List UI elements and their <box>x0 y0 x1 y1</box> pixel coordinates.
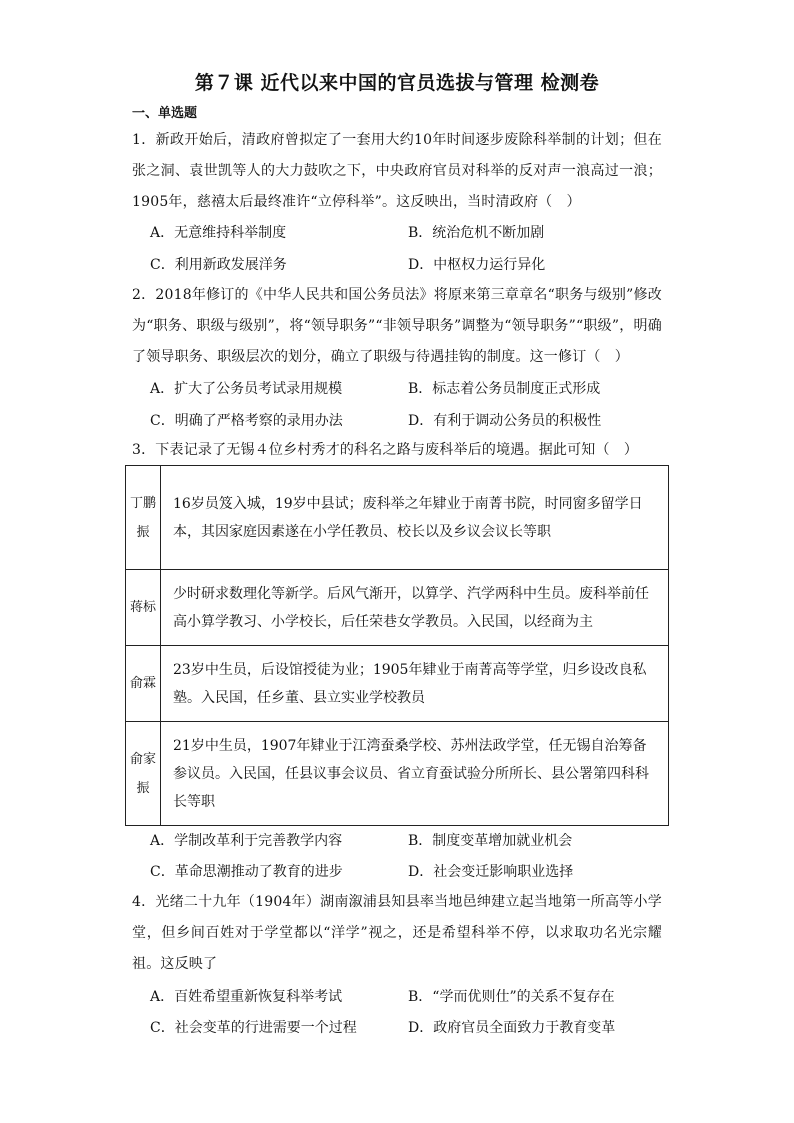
question-1-text: 1．新政开始后，清政府曾拟定了一套用大约10年时间逐步废除科举制的计划；但在张之洞、袁世凯等人的大力鼓吹之下，中央政府官员对科举的反对声一浪高过一浪；1905年，慈禧太后最终准许“立停科举”。这反映出，当时清政府（ ） <box>132 132 662 210</box>
table-row <box>126 466 669 570</box>
table-cell-desc: 23岁中生员，后设馆授徒为业；1905年肄业于南菁高等学堂，归乡设改良私塾。入民国，任乡董、县立实业学校教员 <box>161 646 669 722</box>
q3-option-c[interactable]: C．革命思潮推动了教育的进步 <box>150 864 343 880</box>
table-cell-desc: 16岁员笈入城，19岁中县试；废科举之年肄业于南菁书院，时同窗多留学日本，其因家庭因素遂在小学任教员、校长以及乡议会议长等职 <box>161 466 669 570</box>
q4-option-c[interactable]: C．社会变革的行进需要一个过程 <box>150 1020 357 1036</box>
question-3-text: 3．下表记录了无锡４位乡村秀才的科名之路与废科举后的境遇。据此可知（ ） <box>132 442 639 458</box>
table-row <box>126 722 669 826</box>
q1-option-d[interactable]: D．中枢权力运行异化 <box>408 257 546 273</box>
q1-option-c[interactable]: C．利用新政发展洋务 <box>150 257 287 273</box>
q4-option-d[interactable]: D．政府官员全面致力于教育变革 <box>408 1020 616 1036</box>
q2-option-b[interactable]: B．标志着公务员制度正式形成 <box>408 381 601 397</box>
q4-option-b[interactable]: B．“学而优则仕”的关系不复存在 <box>408 989 615 1005</box>
q4-option-a[interactable]: A．百姓希望重新恢复科举考试 <box>150 989 343 1005</box>
q3-option-b[interactable]: B．制度变革增加就业机会 <box>408 833 573 849</box>
table-cell-name: 俞家振 <box>126 722 161 826</box>
q3-option-d[interactable]: D．社会变迁影响职业选择 <box>408 864 574 880</box>
scholar-table <box>125 465 669 826</box>
table-row <box>126 646 669 722</box>
table-cell-desc: 21岁中生员，1907年肄业于江湾蚕桑学校、苏州法政学堂，任无锡自治筹备参议员。入民国，任县议事会议员、省立育蚕试验分所所长、县公署第四科科长等职 <box>161 722 669 826</box>
q2-option-a[interactable]: A．扩大了公务员考试录用规模 <box>150 381 343 397</box>
section-heading: 一、单选题 <box>132 106 198 121</box>
question-2-text: 2．2018年修订的《中华人民共和国公务员法》将原来第三章章名“职务与级别”修改为“职务、职级与级别”，将“领导职务”“非领导职务”调整为“领导职务”“职级”，明确了领导职务、职级层次的划分，确立了职级与待遇挂钩的制度。这一修订（ ） <box>132 287 662 365</box>
q3-option-a[interactable]: A．学制改革利于完善教学内容 <box>150 833 343 849</box>
q1-option-b[interactable]: B．统治危机不断加剧 <box>408 225 545 241</box>
table-cell-name: 蒋标 <box>126 570 161 646</box>
page-title: 第７课 近代以来中国的官员选拔与管理 检测卷 <box>194 72 600 94</box>
table-cell-name: 丁鹏振 <box>126 466 161 570</box>
q1-option-a[interactable]: A．无意维持科举制度 <box>150 225 287 241</box>
q2-option-d[interactable]: D．有利于调动公务员的积极性 <box>408 413 602 429</box>
question-4-text: 4．光绪二十九年（1904年）湖南溆浦县知县率当地邑绅建立起当地第一所高等小学堂，但乡间百姓对于学堂都以“洋学”视之，还是希望科举不停，以求取功名光宗耀祖。这反映了 <box>132 894 662 972</box>
table-row <box>126 570 669 646</box>
table-cell-name: 俞霖 <box>126 646 161 722</box>
q2-option-c[interactable]: C．明确了严格考察的录用办法 <box>150 413 343 429</box>
table-cell-desc: 少时研求数理化等新学。后风气渐开，以算学、汽学两科中生员。废科举前任高小算学教习、小学校长，后任荣巷女学教员。入民国，以经商为主 <box>161 570 669 646</box>
